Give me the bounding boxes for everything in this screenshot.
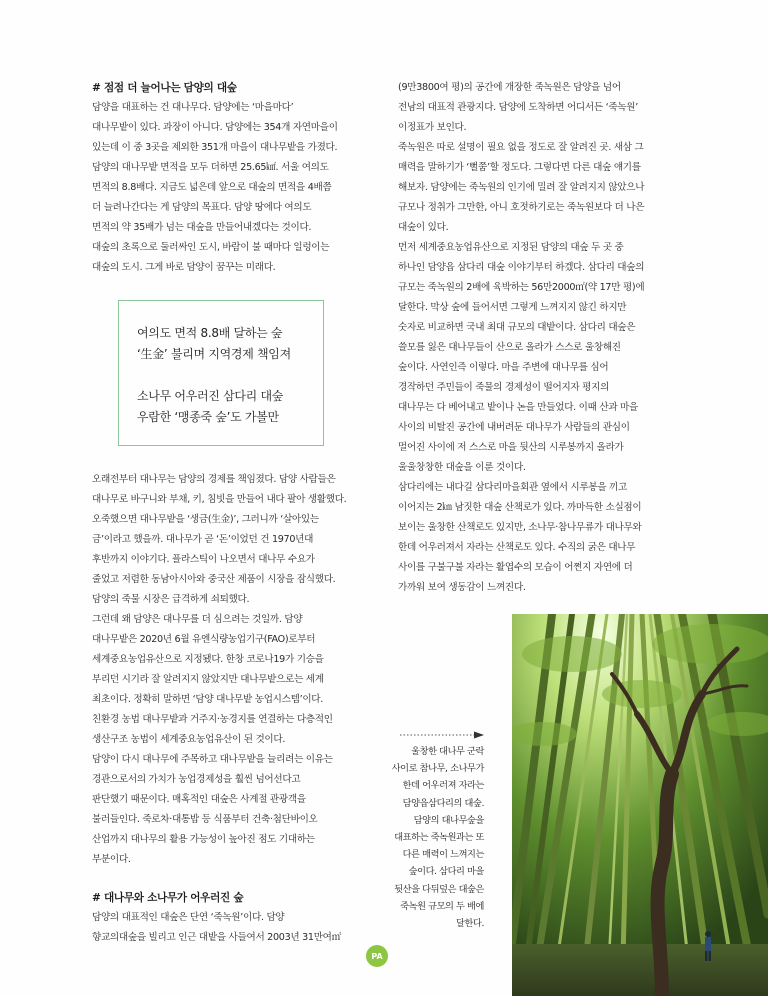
body-line: 생산구조 농법이 세계중요농업유산이 된 것이다.: [92, 734, 286, 745]
caption-line: 숲이다. 삼다리 마을: [408, 866, 484, 878]
caption-line: 울창한 대나무 군락: [411, 746, 484, 757]
body-line: 면적의 약 35배가 넘는 대숲을 만들어내겠다는 것이다.: [92, 222, 312, 233]
body-line: 숫자로 비교하면 국내 최대 규모의 대밭이다. 삼다리 대숲은: [398, 322, 636, 333]
pull-quote-spacer: [137, 365, 323, 386]
body-line: (9만3800여 평)의 공간에 개장한 죽녹원은 담양을 넘어: [398, 82, 621, 93]
body-line: 불러들인다. 죽로차·대통밥 등 식품부터 건축·첨단바이오: [92, 814, 318, 825]
article-column-left-bottom: [92, 470, 377, 948]
body-line: 오래전부터 대나무는 담양의 경제를 책임졌다. 담양 사람들은: [92, 474, 336, 485]
body-line: 대숲의 초록으로 둘러싸인 도시, 바람이 불 때마다 일렁이는: [92, 242, 330, 253]
body-line: 오죽했으면 대나무밭을 ‘생금(生金)’, 그러니까 ‘살아있는: [92, 514, 319, 525]
paragraph-spacer: [92, 870, 377, 888]
article-column-left-top: [92, 78, 372, 278]
body-line: 먼저 세계중요농업유산으로 지정된 담양의 대숲 두 곳 중: [398, 242, 624, 253]
caption-line: 사이로 참나무, 소나무가: [391, 763, 484, 775]
caption-pointer-arrow-icon: [400, 731, 484, 739]
pull-quote-box: [118, 300, 324, 446]
body-line: 후반까지 이야기다. 플라스틱이 나오면서 대나무 수요가: [92, 554, 315, 565]
pull-quote-line: 소나무 어우러진 삼다리 대숲: [137, 389, 284, 403]
body-line: 규모는 죽녹원의 2배에 육박하는 56만2000㎡(약 17만 평)에: [398, 282, 645, 293]
body-line: 대나무밭이 있다. 과장이 아니다. 담양에는 354개 자연마을이: [92, 122, 338, 133]
pull-quote-line: ‘生金’ 불리며 지역경제 책임져: [137, 347, 291, 361]
body-line: 부리던 시기라 잘 알려지지 않았지만 대나무밭으로는 세계: [92, 674, 324, 685]
body-line: 산업까지 대나무의 활용 가능성이 높아진 점도 기대하는: [92, 834, 315, 845]
body-line: 울울창창한 대숲을 이룬 것이다.: [398, 462, 526, 473]
body-line: 달한다. 막상 숲에 들어서면 그렇게 느껴지지 않긴 하지만: [398, 302, 627, 313]
body-line: 더 늘려나간다는 게 담양의 목표다. 담양 땅에다 여의도: [92, 202, 312, 213]
body-line: 해보자. 담양에는 죽녹원의 인기에 밀려 잘 알려지지 않았으나: [398, 182, 645, 193]
body-line: 최초이다. 정확히 말하면 ‘담양 대나무밭 농업시스템’이다.: [92, 694, 323, 705]
caption-line: 뒷산을 다뒤덮은 대숲은: [394, 883, 484, 895]
body-line: 숲이다. 사연인즉 이렇다. 마을 주변에 대나무를 심어: [398, 362, 609, 373]
bamboo-forest-illustration: [512, 614, 768, 996]
body-line: 삼다리에는 내다길 삼다리마을회관 옆에서 시루봉을 끼고: [398, 482, 627, 493]
body-line: 대나무로 바구니와 부채, 키, 침빗을 만들어 내다 팔아 생활했다.: [92, 494, 347, 505]
caption-line: 담양읍삼다리의 대숲.: [402, 797, 484, 809]
caption-line: 달한다.: [456, 918, 484, 930]
body-line: 멀어진 사이에 저 스스로 마을 뒷산의 시루봉까지 올라가: [398, 442, 624, 453]
caption-line: 죽녹원 규모의 두 배에: [400, 900, 484, 912]
pull-quote-line: 우람한 ‘맹종죽 숲’도 가볼만: [137, 410, 279, 424]
body-line: 규모나 정취가 그만한, 아니 호젓하기로는 죽녹원보다 더 나은: [398, 202, 645, 213]
caption-line: 다른 매력이 느껴지는: [402, 849, 484, 861]
caption-line: 담양의 대나무숲을: [413, 814, 484, 826]
body-line: 담양의 대나무밭 면적을 모두 더하면 25.65㎢. 서울 여의도: [92, 162, 329, 173]
body-line: 보이는 울창한 산책로도 있지만, 소나무·참나무류가 대나무와: [398, 522, 642, 533]
body-line: 담양을 대표하는 건 대나무다. 담양에는 ‘마을마다’: [92, 102, 294, 113]
body-line: 경작하던 주민들이 죽물의 경제성이 떨어지자 평지의: [398, 382, 610, 393]
body-line: 세계중요농업유산으로 지정됐다. 한창 코로나19가 기승을: [92, 654, 324, 665]
body-line: 담양이 다시 대나무에 주목하고 대나무밭을 늘리려는 이유는: [92, 754, 333, 765]
body-line: 전남의 대표적 관광지다. 담양에 도착하면 어디서든 ‘죽녹원’: [398, 102, 638, 113]
body-line: 대숲이 있다.: [398, 222, 449, 233]
photo-caption: [362, 743, 484, 932]
pull-quote-line: 여의도 면적 8.8배 달하는 숲: [137, 326, 283, 340]
body-line: 매력을 말하기가 ‘뻘쭘’할 정도다. 그렇다면 다른 대숲 얘기를: [398, 162, 641, 173]
body-line: 죽녹원은 따로 설명이 필요 없을 정도로 잘 알려진 곳. 새삼 그: [398, 142, 644, 153]
caption-line: 한데 어우러져 자라는: [402, 780, 484, 792]
body-line: 향교의대숲을 빌리고 인근 대밭을 사들여서 2003년 31만여㎡: [92, 932, 341, 943]
body-line: 가까워 보여 생동감이 느껴진다.: [398, 582, 526, 593]
body-line: 면적의 8.8배다. 지금도 넓은데 앞으로 대숲의 면적을 4배쯤: [92, 182, 332, 193]
body-line: 줄었고 저렴한 동남아시아와 중국산 제품이 시장을 잠식했다.: [92, 574, 336, 585]
body-line: 친환경 농법 대나무밭과 거주지·농경지를 연결하는 다층적인: [92, 714, 333, 725]
body-line: 담양의 죽물 시장은 급격하게 쇠퇴했다.: [92, 594, 250, 605]
body-line: 사이의 비탈진 공간에 내버려둔 대나무가 사람들의 관심이: [398, 422, 630, 433]
body-line: 이정표가 보인다.: [398, 122, 467, 133]
body-line: 한데 어우러져서 자라는 산책로도 있다. 수직의 굵은 대나무: [398, 542, 636, 553]
body-line: 부분이다.: [92, 854, 131, 865]
page-badge: PA: [366, 945, 388, 967]
body-line: 경관으로서의 가치가 농업경제성을 훨씬 넘어선다고: [92, 774, 301, 785]
body-line: 대나무밭은 2020년 6월 유엔식량농업기구(FAO)로부터: [92, 634, 316, 645]
body-line: 대숲의 도시. 그게 바로 담양이 꿈꾸는 미래다.: [92, 262, 276, 273]
body-line: 이어지는 2㎞ 남짓한 대숲 산책로가 있다. 까마득한 소실점이: [398, 502, 642, 513]
body-line: 사이를 구불구불 자라는 활엽수의 모습이 어쩐지 자연에 더: [398, 562, 633, 573]
body-line: 있는데 이 중 3곳을 제외한 351개 마을이 대나무밭을 가졌다.: [92, 142, 338, 153]
article-column-right: [398, 78, 678, 598]
body-line: 그런데 왜 담양은 대나무를 더 심으려는 것일까. 담양: [92, 614, 303, 625]
body-line: 하나인 담양읍 삼다리 대숲 이야기부터 하겠다. 삼다리 대숲의: [398, 262, 645, 273]
body-line: 쓸모를 잃은 대나무들이 산으로 올라가 스스로 울창해진: [398, 342, 621, 353]
body-line: 대나무는 다 베어내고 밭이나 논을 만들었다. 이때 산과 마을: [398, 402, 638, 413]
caption-line: 대표하는 죽녹원과는 또: [394, 832, 484, 844]
section-heading: # 대나무와 소나무가 어우러진 숲: [92, 892, 244, 904]
bamboo-forest-photo: [512, 614, 768, 996]
section-heading: # 점점 더 늘어나는 담양의 대숲: [92, 82, 237, 94]
body-line: 담양의 대표적인 대숲은 단연 ‘죽녹원’이다. 담양: [92, 912, 285, 923]
body-line: 판단했기 때문이다. 매혹적인 대숲은 사계절 관광객을: [92, 794, 306, 805]
body-line: 금’이라고 했을까. 대나무가 곧 ‘돈’이었던 건 1970년대: [92, 534, 314, 545]
